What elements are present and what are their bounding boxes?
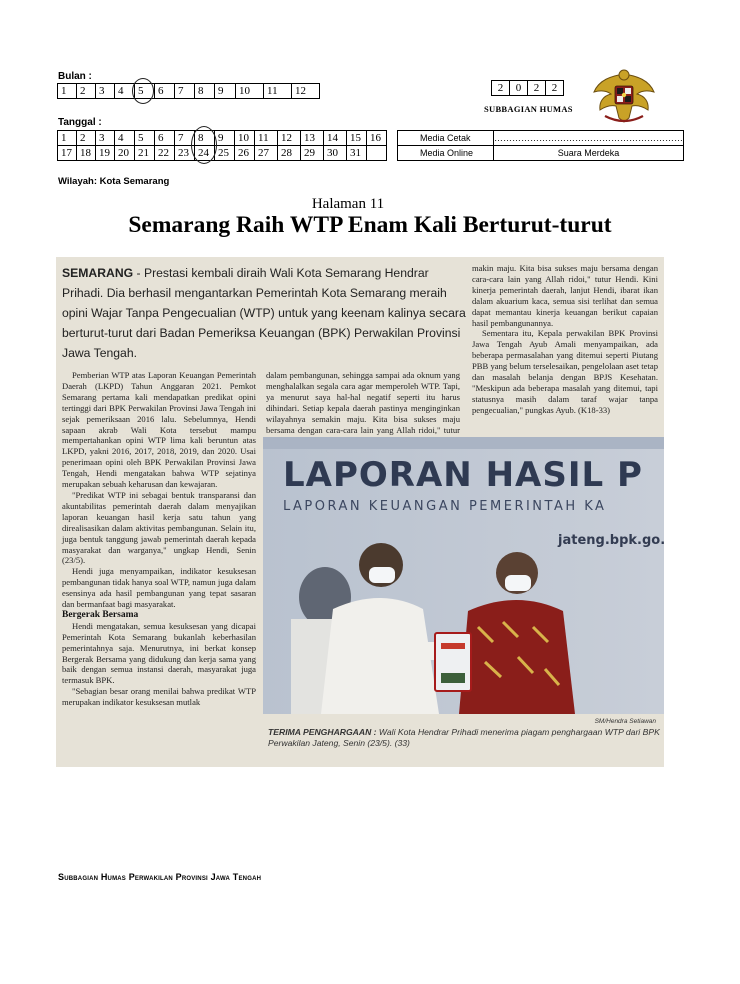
month-selected-circle	[132, 78, 154, 104]
footer: Subbagian Humas Perwakilan Provinsi Jawa Tengah	[58, 872, 262, 882]
lead-text: - Prestasi kembali diraih Wali Kota Semarang Hendrar Prihadi. Dia berhasil mengantarkan Pemerintah Kota Semarang meraih opini Wajar Tanpa Pengecualian (WTP) untuk yang keenam kalinya secara berturut-turut dari Badan Pemeriksa Keuangan (BPK) Perwakilan Provinsi Jawa Tengah.	[62, 266, 466, 360]
date-cell: 28	[278, 146, 301, 161]
banner-sub-text: LAPORAN KEUANGAN PEMERINTAH KA	[283, 499, 607, 514]
date-cell: 29	[301, 146, 324, 161]
date-cell: 25	[215, 146, 235, 161]
date-cell: 8	[195, 131, 215, 146]
date-cell: 27	[255, 146, 278, 161]
date-cell	[367, 146, 387, 161]
photo-caption	[268, 727, 660, 749]
date-cell: 18	[77, 146, 96, 161]
column-2	[266, 370, 460, 434]
year-digit: 2	[546, 81, 564, 96]
date-cell: 13	[301, 131, 324, 146]
date-cell: 17	[58, 146, 77, 161]
subbagian-label: SUBBAGIAN HUMAS	[484, 104, 573, 114]
date-cell: 15	[347, 131, 367, 146]
column-1	[62, 370, 256, 708]
year-box	[491, 80, 564, 96]
date-cell: 26	[235, 146, 255, 161]
headline: Semarang Raih WTP Enam Kali Berturut-turut	[128, 212, 612, 238]
col1-para: Hendi juga menyampaikan, indikator kesuksesan pembangunan tidak hanya soal WTP, namun juga dalam esensinya ada hasil pembangunan yang tepat sasaran dan bermanfaat bagi masyarakat.	[62, 566, 256, 610]
award-photo	[263, 437, 664, 714]
date-cell: 16	[367, 131, 387, 146]
date-cell: 19	[96, 146, 115, 161]
date-cell: 10	[235, 131, 255, 146]
newspaper-clipping	[56, 257, 664, 767]
date-cell: 24	[195, 146, 215, 161]
month-cell: 5	[135, 84, 155, 99]
garuda-emblem-icon	[591, 66, 657, 128]
date-cell: 30	[324, 146, 347, 161]
media-cetak-label: Media Cetak	[398, 131, 494, 146]
date-cell: 5	[135, 131, 155, 146]
article-lead	[62, 263, 467, 363]
media-online-label: Media Online	[398, 146, 494, 161]
month-cell: 1	[58, 84, 77, 99]
col3-para: makin maju. Kita bisa sukses maju bersama dengan cara-cara lain yang Allah ridoi," tutur Hendi. Kini kinerja pemerintah daerah, lanjut Hendi, ibarat ikan dalam akuarium kaca, semua sisi terlihat dan semua dapat memantau kinerja keuangan berikut capaian hasil pembangunannya.	[472, 263, 658, 328]
year-digit: 0	[510, 81, 528, 96]
month-cell: 9	[215, 84, 236, 99]
date-cell: 11	[255, 131, 278, 146]
date-cell: 22	[155, 146, 175, 161]
wilayah-label: Wilayah: Kota Semarang	[58, 176, 170, 187]
bulan-label: Bulan :	[58, 71, 92, 82]
date-cell: 21	[135, 146, 155, 161]
col2-para: dalam pembangunan, sehingga sampai ada oknum yang menghalalkan segala cara agar memperoleh WTP. Tapi, ya menurut saya hal-hal negatif seperti itu harus dihindari. Setiap kepala daerah pastinya menginginkan wilayahnya semakin maju. Kita bisa sukses maju bersama dengan cara-cara lain yang Allah ridoi," tutur	[266, 370, 460, 435]
month-cell: 6	[155, 84, 175, 99]
col1b-para: Hendi mengatakan, semua kesuksesan yang dicapai Pemerintah Kota Semarang bukanlah keberhasilan pemerintahnya saja. Menurutnya, ini berkat konsep Bergerak Bersama yang didukung dan kerja sama yang baik dengan semua instansi daerah, masyarakat juga termasuk BPK.	[62, 620, 256, 686]
date-grid	[57, 130, 387, 161]
tanggal-label: Tanggal :	[58, 117, 102, 128]
month-cell: 3	[96, 84, 115, 99]
date-cell: 23	[175, 146, 195, 161]
media-online-value: Suara Merdeka	[494, 146, 684, 161]
date-cell: 4	[115, 131, 135, 146]
date-cell: 1	[58, 131, 77, 146]
halaman-label: Halaman 11	[311, 196, 385, 212]
month-cell: 10	[236, 84, 264, 99]
banner-main-text: LAPORAN HASIL P	[283, 455, 643, 495]
month-cell: 12	[292, 84, 320, 99]
month-grid	[57, 83, 320, 99]
month-cell: 7	[175, 84, 195, 99]
media-cetak-value: ………………………………………………………	[494, 131, 684, 146]
month-cell: 11	[264, 84, 292, 99]
col1-para: Pemberian WTP atas Laporan Keuangan Pemerintah Daerah (LKPD) Tahun Anggaran 2021. Pemkot Semarang pertama kali mendapatkan predikat opini tertinggi dari BPK Perwakilan Provinsi Jawa Tengah ini sejak pemeriksaan 2016 lalu. Sebelumnya, Hendi sapaan akrab Wali Kota tersebut mampu mempertahankan opini WTP lima kali beruntun atas LKPD, yakni 2016, 2017, 2018, 2019, dan 2020. Usai penerimaan opini oleh BPK Perwakilan Provinsi Jawa Tengah, Hendi mengatakan bahwa WTP sejatinya merupakan sebuah keharusan dan kewajaran.	[62, 370, 256, 490]
column-3	[472, 263, 658, 435]
col1-para: "Predikat WTP ini sebagai bentuk transparansi dan akuntabilitas pemerintah daerah dalam menyajikan laporan keuangan hasil kerja satu tahun yang direalisasikan dalam aktivitas pembangunan. Selain itu, juga bentuk tanggung jawab pemerintah daerah kepada masyarakat dan warganya," ungkap Hendi, Senin (23/5).	[62, 489, 256, 566]
date-cell: 14	[324, 131, 347, 146]
photo-credit: SM/Hendra Setiawan	[594, 718, 656, 725]
year-digit: 2	[528, 81, 546, 96]
year-digit: 2	[492, 81, 510, 96]
date-cell: 31	[347, 146, 367, 161]
caption-bold: TERIMA PENGHARGAAN :	[268, 727, 377, 737]
date-cell: 3	[96, 131, 115, 146]
date-cell: 6	[155, 131, 175, 146]
lead-city: SEMARANG	[62, 266, 134, 280]
col3-para: Sementara itu, Kepala perwakilan BPK Provinsi Jawa Tengah Ayub Amali menyampaikan, ada beberapa permasalahan yang ditemui seperti Piutang PBB yang belum terselesaikan, pengelolaan aset tetap dan masalah belanja dengan BPJS Kesehatan. "Meskipun ada beberapa masalah yang ditemui, tapi statusnya masih dalam taraf wajar tanpa pengecualian," pungkas Ayub. (K18-33)	[472, 328, 658, 415]
caption-text: Wali Kota Hendrar Prihadi menerima piagam penghargaan WTP dari BPK Perwakilan Jateng, Senin (23/5). (33)	[268, 727, 660, 748]
col1b-para: "Sebagian besar orang menilai bahwa predikat WTP merupakan indikator kesuksesan mutlak	[62, 686, 256, 708]
month-cell: 8	[195, 84, 215, 99]
date-cell: 20	[115, 146, 135, 161]
date-cell: 12	[278, 131, 301, 146]
banner-url-text: jateng.bpk.go.	[558, 533, 666, 548]
date-cell: 9	[215, 131, 235, 146]
date-cell: 2	[77, 131, 96, 146]
subhead: Bergerak Bersama	[62, 609, 139, 620]
month-cell: 4	[115, 84, 135, 99]
media-table	[397, 130, 684, 161]
date-cell: 7	[175, 131, 195, 146]
month-cell: 2	[77, 84, 96, 99]
